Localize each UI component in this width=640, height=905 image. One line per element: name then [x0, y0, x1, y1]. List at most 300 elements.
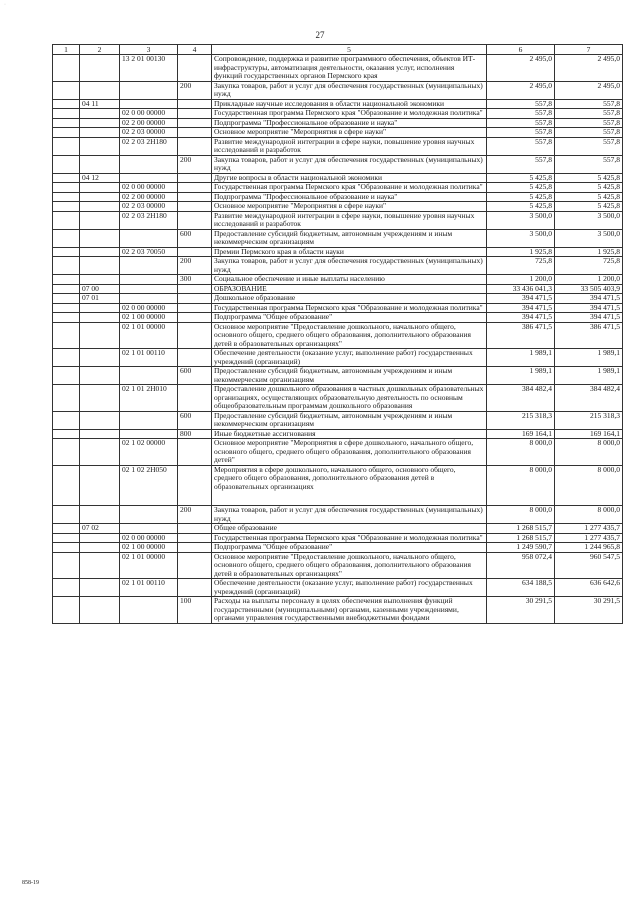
cell-description: Другие вопросы в области национальной экономики [212, 173, 487, 183]
cell-description: Государственная программа Пермского края "Образование и молодежная политика" [212, 109, 487, 119]
cell-subsection [80, 385, 120, 412]
cell-amount-year-2: 557,8 [555, 128, 623, 138]
cell-description: Предоставление дошкольного образования в частных дошкольных образовательных организациях, осуществляющих образовательную деятельность по основным общеобразовательным программам дошкольного образования [212, 385, 487, 412]
cell-amount-year-2: 636 642,6 [555, 579, 623, 597]
cell-amount-year-1: 958 072,4 [487, 552, 555, 579]
cell-target-article [120, 506, 178, 524]
cell-subsection [80, 275, 120, 285]
cell-section [53, 211, 80, 229]
table-row [53, 294, 623, 304]
cell-target-article [120, 257, 178, 275]
cell-amount-year-1: 557,8 [487, 128, 555, 138]
cell-amount-year-2: 215 318,3 [555, 411, 623, 429]
table-row [53, 543, 623, 553]
cell-target-article: 02 1 01 00110 [120, 579, 178, 597]
cell-expense-type [178, 465, 212, 506]
cell-expense-type [178, 439, 212, 466]
table-row [53, 533, 623, 543]
scan-corner-mark: · [4, 2, 6, 8]
cell-section [53, 202, 80, 212]
cell-amount-year-1: 5 425,8 [487, 202, 555, 212]
cell-expense-type: 200 [178, 506, 212, 524]
table-row [53, 429, 623, 439]
table-row [53, 137, 623, 155]
cell-subsection [80, 183, 120, 193]
cell-expense-type: 200 [178, 257, 212, 275]
cell-amount-year-1: 169 164,1 [487, 429, 555, 439]
cell-description: Дошкольное образование [212, 294, 487, 304]
cell-expense-type [178, 543, 212, 553]
cell-amount-year-1: 1 989,1 [487, 367, 555, 385]
cell-target-article: 02 1 01 00000 [120, 552, 178, 579]
cell-amount-year-2: 394 471,5 [555, 294, 623, 304]
cell-description: Основное мероприятие "Предоставление дошкольного, начального общего, основного общего, среднего общего образования, дополнительного образования детей в образовательных организациях" [212, 322, 487, 349]
cell-expense-type: 600 [178, 367, 212, 385]
cell-expense-type [178, 385, 212, 412]
header-col-4: 4 [178, 45, 212, 55]
cell-target-article: 02 0 00 00000 [120, 183, 178, 193]
cell-target-article: 02 2 03 2Н180 [120, 211, 178, 229]
cell-target-article: 02 2 00 00000 [120, 118, 178, 128]
table-row [53, 247, 623, 257]
cell-target-article: 02 2 03 00000 [120, 202, 178, 212]
cell-subsection [80, 533, 120, 543]
cell-amount-year-1: 557,8 [487, 99, 555, 109]
cell-section [53, 367, 80, 385]
table-row [53, 349, 623, 367]
cell-section [53, 579, 80, 597]
cell-expense-type [178, 202, 212, 212]
table-row [53, 99, 623, 109]
cell-amount-year-1: 394 471,5 [487, 303, 555, 313]
table-row [53, 284, 623, 294]
cell-target-article [120, 275, 178, 285]
cell-section [53, 533, 80, 543]
cell-description: Основное мероприятие "Предоставление дошкольного, начального общего, основного общего, среднего общего образования, дополнительного образования детей в образовательных организациях" [212, 552, 487, 579]
cell-section [53, 284, 80, 294]
cell-target-article: 02 1 00 00000 [120, 543, 178, 553]
cell-description: Расходы на выплаты персоналу в целях обеспечения выполнения функций государственными (муниципальными) органами, казенными учреждениями, органами управления государственными внебюджетными фондами [212, 597, 487, 624]
cell-section [53, 137, 80, 155]
cell-section [53, 465, 80, 506]
cell-description: Премии Пермского края в области науки [212, 247, 487, 257]
cell-expense-type [178, 137, 212, 155]
cell-target-article: 02 0 00 00000 [120, 303, 178, 313]
cell-amount-year-2: 1 925,8 [555, 247, 623, 257]
table-row [53, 192, 623, 202]
table-row [53, 439, 623, 466]
cell-section [53, 183, 80, 193]
cell-amount-year-2: 5 425,8 [555, 202, 623, 212]
cell-amount-year-1: 33 436 041,3 [487, 284, 555, 294]
cell-section [53, 229, 80, 247]
cell-section [53, 81, 80, 99]
cell-subsection [80, 303, 120, 313]
cell-target-article: 02 0 00 00000 [120, 533, 178, 543]
cell-target-article: 02 2 03 2Н180 [120, 137, 178, 155]
cell-target-article: 02 2 03 70050 [120, 247, 178, 257]
table-row [53, 552, 623, 579]
table-row [53, 109, 623, 119]
budget-table-body [53, 55, 623, 624]
cell-section [53, 192, 80, 202]
cell-amount-year-2: 8 000,0 [555, 439, 623, 466]
header-col-6: 6 [487, 45, 555, 55]
table-row [53, 303, 623, 313]
cell-section [53, 118, 80, 128]
cell-amount-year-1: 634 188,5 [487, 579, 555, 597]
cell-subsection [80, 81, 120, 99]
cell-description: Закупка товаров, работ и услуг для обеспечения государственных (муниципальных) нужд [212, 155, 487, 173]
cell-target-article [120, 429, 178, 439]
cell-expense-type [178, 552, 212, 579]
cell-amount-year-1: 8 000,0 [487, 465, 555, 506]
cell-amount-year-2: 1 989,1 [555, 349, 623, 367]
cell-description: Общее образование [212, 524, 487, 534]
cell-amount-year-2: 33 505 403,9 [555, 284, 623, 294]
cell-expense-type [178, 349, 212, 367]
page-number: 27 [315, 30, 325, 40]
cell-amount-year-2: 557,8 [555, 155, 623, 173]
cell-expense-type [178, 183, 212, 193]
header-col-3: 3 [120, 45, 178, 55]
cell-expense-type [178, 192, 212, 202]
cell-expense-type [178, 109, 212, 119]
cell-expense-type: 100 [178, 597, 212, 624]
cell-amount-year-1: 394 471,5 [487, 294, 555, 304]
cell-section [53, 294, 80, 304]
cell-amount-year-1: 1 268 515,7 [487, 524, 555, 534]
cell-description: Прикладные научные исследования в области национальной экономики [212, 99, 487, 109]
cell-amount-year-2: 30 291,5 [555, 597, 623, 624]
cell-section [53, 597, 80, 624]
cell-target-article [120, 284, 178, 294]
cell-amount-year-2: 557,8 [555, 99, 623, 109]
cell-amount-year-2: 384 482,4 [555, 385, 623, 412]
cell-expense-type: 800 [178, 429, 212, 439]
cell-subsection [80, 247, 120, 257]
cell-amount-year-2: 394 471,5 [555, 303, 623, 313]
cell-amount-year-2: 1 200,0 [555, 275, 623, 285]
cell-description: Обеспечение деятельности (оказание услуг, выполнение работ) государственных учреждений (организаций) [212, 349, 487, 367]
table-row [53, 229, 623, 247]
table-row [53, 313, 623, 323]
table-row [53, 128, 623, 138]
cell-expense-type: 300 [178, 275, 212, 285]
cell-section [53, 173, 80, 183]
cell-amount-year-2: 1 989,1 [555, 367, 623, 385]
cell-description: Подпрограмма "Профессиональное образование и наука" [212, 192, 487, 202]
cell-amount-year-2: 557,8 [555, 118, 623, 128]
cell-amount-year-2: 5 425,8 [555, 192, 623, 202]
cell-subsection [80, 322, 120, 349]
cell-amount-year-1: 557,8 [487, 155, 555, 173]
cell-expense-type: 600 [178, 411, 212, 429]
budget-table [52, 44, 623, 624]
cell-section [53, 524, 80, 534]
cell-section [53, 155, 80, 173]
table-row [53, 55, 623, 82]
cell-amount-year-2: 3 500,0 [555, 211, 623, 229]
cell-amount-year-1: 5 425,8 [487, 173, 555, 183]
cell-description: Предоставление субсидий бюджетным, автономным учреждениям и иным некоммерческим организациям [212, 411, 487, 429]
cell-section [53, 247, 80, 257]
cell-amount-year-2: 386 471,5 [555, 322, 623, 349]
cell-section [53, 257, 80, 275]
cell-amount-year-1: 1 200,0 [487, 275, 555, 285]
table-row [53, 118, 623, 128]
cell-subsection [80, 229, 120, 247]
cell-description: Обеспечение деятельности (оказание услуг, выполнение работ) государственных учреждений (организаций) [212, 579, 487, 597]
cell-description: Закупка товаров, работ и услуг для обеспечения государственных (муниципальных) нужд [212, 506, 487, 524]
cell-subsection [80, 465, 120, 506]
table-row [53, 524, 623, 534]
cell-subsection [80, 313, 120, 323]
cell-subsection [80, 128, 120, 138]
cell-subsection [80, 192, 120, 202]
cell-subsection [80, 257, 120, 275]
cell-subsection: 04 11 [80, 99, 120, 109]
table-row [53, 597, 623, 624]
cell-expense-type [178, 313, 212, 323]
table-header-row [53, 45, 623, 55]
cell-description: Основное мероприятие "Мероприятия в сфере дошкольного, начального общего, основного общего, среднего общего образования, дополнительного образования детей" [212, 439, 487, 466]
cell-amount-year-1: 5 425,8 [487, 192, 555, 202]
cell-expense-type: 600 [178, 229, 212, 247]
cell-amount-year-2: 2 495,0 [555, 55, 623, 82]
cell-amount-year-2: 8 000,0 [555, 465, 623, 506]
cell-target-article [120, 367, 178, 385]
cell-amount-year-1: 1 989,1 [487, 349, 555, 367]
cell-target-article: 02 1 00 00000 [120, 313, 178, 323]
cell-subsection [80, 155, 120, 173]
cell-amount-year-2: 2 495,0 [555, 81, 623, 99]
table-row [53, 202, 623, 212]
cell-target-article [120, 597, 178, 624]
cell-amount-year-1: 3 500,0 [487, 229, 555, 247]
cell-section [53, 313, 80, 323]
cell-subsection [80, 552, 120, 579]
cell-section [53, 506, 80, 524]
cell-subsection [80, 118, 120, 128]
cell-expense-type [178, 284, 212, 294]
cell-expense-type [178, 55, 212, 82]
table-row [53, 173, 623, 183]
cell-amount-year-1: 557,8 [487, 118, 555, 128]
cell-amount-year-2: 169 164,1 [555, 429, 623, 439]
cell-description: Сопровождение, поддержка и развитие программного обеспечения, объектов ИТ-инфраструктуры, автоматизация деятельности, оказания услуг, исполнения функций государственных органов Пермского края [212, 55, 487, 82]
cell-target-article: 13 2 01 00130 [120, 55, 178, 82]
cell-subsection [80, 211, 120, 229]
cell-subsection [80, 411, 120, 429]
cell-subsection [80, 439, 120, 466]
cell-section [53, 552, 80, 579]
cell-expense-type [178, 128, 212, 138]
cell-amount-year-2: 557,8 [555, 109, 623, 119]
cell-target-article [120, 524, 178, 534]
cell-amount-year-1: 384 482,4 [487, 385, 555, 412]
cell-description: Мероприятия в сфере дошкольного, начального общего, основного общего, среднего общего образования, дополнительного образования детей в образовательных организациях [212, 465, 487, 506]
cell-description: Предоставление субсидий бюджетным, автономным учреждениям и иным некоммерческим организациям [212, 229, 487, 247]
cell-amount-year-1: 725,8 [487, 257, 555, 275]
cell-section [53, 429, 80, 439]
table-row [53, 81, 623, 99]
cell-description: Закупка товаров, работ и услуг для обеспечения государственных (муниципальных) нужд [212, 257, 487, 275]
cell-expense-type [178, 303, 212, 313]
cell-amount-year-2: 1 277 435,7 [555, 533, 623, 543]
cell-amount-year-1: 557,8 [487, 109, 555, 119]
cell-target-article: 02 1 02 2Н050 [120, 465, 178, 506]
cell-description: Иные бюджетные ассигнования [212, 429, 487, 439]
table-row [53, 155, 623, 173]
cell-target-article: 02 1 01 2Н010 [120, 385, 178, 412]
cell-subsection: 07 00 [80, 284, 120, 294]
cell-amount-year-1: 1 925,8 [487, 247, 555, 257]
cell-section [53, 411, 80, 429]
cell-subsection [80, 597, 120, 624]
cell-amount-year-2: 557,8 [555, 137, 623, 155]
cell-amount-year-1: 1 268 515,7 [487, 533, 555, 543]
cell-amount-year-1: 557,8 [487, 137, 555, 155]
cell-amount-year-2: 8 000,0 [555, 506, 623, 524]
cell-subsection [80, 367, 120, 385]
cell-target-article [120, 99, 178, 109]
table-row [53, 275, 623, 285]
cell-amount-year-2: 1 244 965,8 [555, 543, 623, 553]
cell-description: Развитие международной интеграции в сфере науки, повышение уровня научных исследований и разработок [212, 211, 487, 229]
cell-section [53, 55, 80, 82]
cell-expense-type [178, 173, 212, 183]
cell-subsection [80, 137, 120, 155]
cell-section [53, 349, 80, 367]
cell-amount-year-1: 5 425,8 [487, 183, 555, 193]
cell-expense-type [178, 118, 212, 128]
cell-expense-type [178, 247, 212, 257]
cell-section [53, 543, 80, 553]
cell-expense-type [178, 322, 212, 349]
table-row [53, 411, 623, 429]
cell-description: ОБРАЗОВАНИЕ [212, 284, 487, 294]
header-col-2: 2 [80, 45, 120, 55]
cell-amount-year-1: 30 291,5 [487, 597, 555, 624]
cell-expense-type [178, 524, 212, 534]
cell-target-article: 02 0 00 00000 [120, 109, 178, 119]
cell-subsection: 07 02 [80, 524, 120, 534]
header-col-5: 5 [212, 45, 487, 55]
cell-section [53, 322, 80, 349]
cell-description: Государственная программа Пермского края "Образование и молодежная политика" [212, 303, 487, 313]
cell-description: Предоставление субсидий бюджетным, автономным учреждениям и иным некоммерческим организациям [212, 367, 487, 385]
cell-amount-year-2: 960 547,5 [555, 552, 623, 579]
cell-amount-year-1: 1 249 590,7 [487, 543, 555, 553]
cell-section [53, 99, 80, 109]
cell-amount-year-1: 2 495,0 [487, 81, 555, 99]
cell-subsection [80, 579, 120, 597]
cell-target-article: 02 1 01 00110 [120, 349, 178, 367]
cell-description: Государственная программа Пермского края "Образование и молодежная политика" [212, 183, 487, 193]
cell-expense-type [178, 99, 212, 109]
cell-amount-year-2: 5 425,8 [555, 173, 623, 183]
cell-amount-year-2: 725,8 [555, 257, 623, 275]
cell-amount-year-2: 394 471,5 [555, 313, 623, 323]
cell-expense-type: 200 [178, 155, 212, 173]
cell-target-article [120, 229, 178, 247]
table-row [53, 322, 623, 349]
cell-target-article [120, 294, 178, 304]
cell-section [53, 109, 80, 119]
cell-amount-year-1: 386 471,5 [487, 322, 555, 349]
cell-amount-year-1: 2 495,0 [487, 55, 555, 82]
cell-description: Подпрограмма "Общее образование" [212, 313, 487, 323]
cell-amount-year-2: 3 500,0 [555, 229, 623, 247]
table-row [53, 465, 623, 506]
cell-amount-year-1: 8 000,0 [487, 439, 555, 466]
table-row [53, 183, 623, 193]
cell-amount-year-1: 394 471,5 [487, 313, 555, 323]
table-row [53, 211, 623, 229]
cell-amount-year-2: 1 277 435,7 [555, 524, 623, 534]
cell-amount-year-2: 5 425,8 [555, 183, 623, 193]
cell-target-article: 02 2 03 00000 [120, 128, 178, 138]
cell-expense-type: 200 [178, 81, 212, 99]
cell-target-article [120, 173, 178, 183]
footer-code: 858-19 [22, 880, 39, 886]
cell-subsection: 04 12 [80, 173, 120, 183]
cell-target-article [120, 411, 178, 429]
cell-amount-year-1: 215 318,3 [487, 411, 555, 429]
cell-subsection [80, 429, 120, 439]
cell-expense-type [178, 533, 212, 543]
cell-section [53, 303, 80, 313]
table-row [53, 367, 623, 385]
cell-description: Основное мероприятие "Мероприятия в сфере науки" [212, 202, 487, 212]
cell-description: Основное мероприятие "Мероприятия в сфере науки" [212, 128, 487, 138]
cell-expense-type [178, 579, 212, 597]
cell-section [53, 275, 80, 285]
cell-expense-type [178, 211, 212, 229]
cell-description: Закупка товаров, работ и услуг для обеспечения государственных (муниципальных) нужд [212, 81, 487, 99]
cell-subsection [80, 202, 120, 212]
cell-target-article: 02 1 01 00000 [120, 322, 178, 349]
cell-description: Подпрограмма "Общее образование" [212, 543, 487, 553]
table-row [53, 385, 623, 412]
cell-section [53, 128, 80, 138]
cell-section [53, 385, 80, 412]
cell-expense-type [178, 294, 212, 304]
cell-subsection [80, 349, 120, 367]
cell-description: Развитие международной интеграции в сфере науки, повышение уровня научных исследований и разработок [212, 137, 487, 155]
cell-subsection [80, 109, 120, 119]
cell-target-article [120, 81, 178, 99]
cell-description: Социальное обеспечение и иные выплаты населению [212, 275, 487, 285]
cell-amount-year-1: 8 000,0 [487, 506, 555, 524]
table-row [53, 506, 623, 524]
cell-subsection [80, 55, 120, 82]
cell-description: Подпрограмма "Профессиональное образование и наука" [212, 118, 487, 128]
table-row [53, 579, 623, 597]
header-col-7: 7 [555, 45, 623, 55]
cell-subsection: 07 01 [80, 294, 120, 304]
cell-description: Государственная программа Пермского края "Образование и молодежная политика" [212, 533, 487, 543]
table-row [53, 257, 623, 275]
cell-amount-year-1: 3 500,0 [487, 211, 555, 229]
cell-target-article: 02 1 02 00000 [120, 439, 178, 466]
cell-target-article: 02 2 00 00000 [120, 192, 178, 202]
cell-subsection [80, 506, 120, 524]
cell-target-article [120, 155, 178, 173]
header-col-1: 1 [53, 45, 80, 55]
cell-subsection [80, 543, 120, 553]
